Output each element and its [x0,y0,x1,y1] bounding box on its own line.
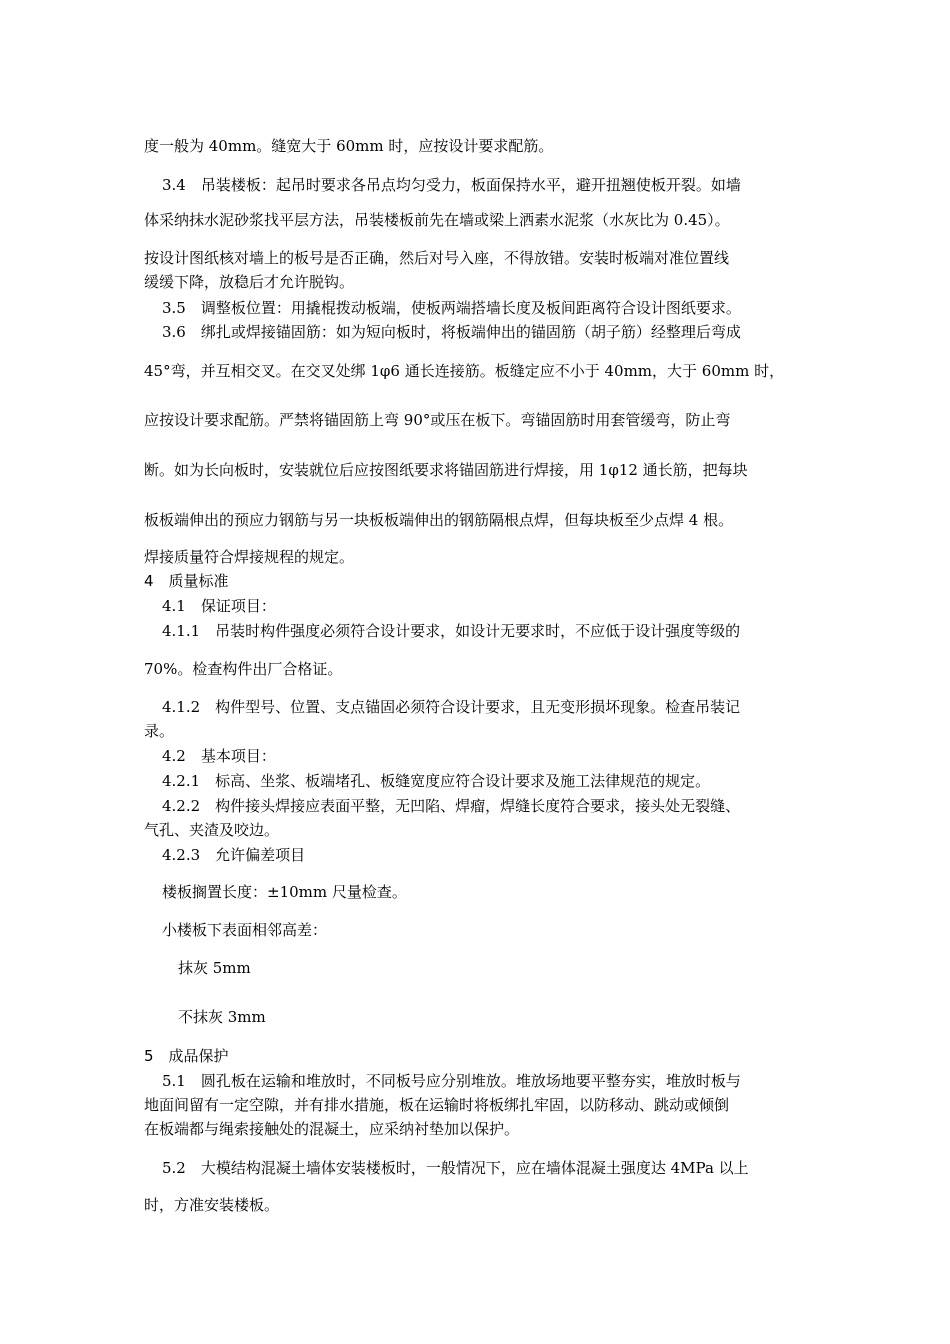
section-3-6-line: 3.6 绑扎或焊接锚固筋：如为短向板时，将板端伸出的锚固筋（胡子筋）经整理后弯成 [162,323,741,341]
text-line: 时，方准安装楼板。 [144,1196,280,1214]
text-line: 缓缓下降，放稳后才允许脱钩。 [144,273,355,291]
text-line: 在板端都与绳索接触处的混凝土，应采纳衬垫加以保护。 [144,1120,520,1138]
section-3-5-line: 3.5 调整板位置：用撬棍拨动板端，使板两端搭墙长度及板间距离符合设计图纸要求。 [162,299,741,317]
section-5-heading: 5 成品保护 [144,1047,229,1065]
section-4-1-2-line: 4.1.2 构件型号、位置、支点锚固必须符合设计要求，且无变形损坏现象。检查吊装记 [162,698,741,716]
section-5-2-line: 5.2 大模结构混凝土墙体安装楼板时，一般情况下，应在墙体混凝土强度达 4MPa 以上 [162,1159,749,1177]
section-4-heading: 4 质量标准 [144,572,229,590]
section-4-2-3-line: 4.2.3 允许偏差项目 [162,846,306,864]
text-line: 断。如为长向板时，安装就位后应按图纸要求将锚固筋进行焊接，用 1φ12 通长筋，把每块 [144,461,748,479]
text-line: 70%。检查构件出厂合格证。 [144,660,343,678]
text-line: 焊接质量符合焊接规程的规定。 [144,548,355,566]
text-line: 45°弯，并互相交叉。在交叉处绑 1φ6 通长连接筋。板缝定应不小于 40mm，大于 60mm 时， [144,362,785,380]
text-line: 应按设计要求配筋。严禁将锚固筋上弯 90°或压在板下。弯锚固筋时用套管缓弯，防止弯 [144,411,731,429]
section-3-4-line: 3.4 吊装楼板：起吊时要求各吊点均匀受力，板面保持水平，避开扭翘使板开裂。如墙 [162,176,741,194]
tolerance-item: 楼板搁置长度：±10mm 尺量检查。 [162,883,407,901]
tolerance-subitem: 不抹灰 3mm [178,1008,266,1026]
text-line: 气孔、夹渣及咬边。 [144,821,280,839]
text-line: 度一般为 40mm。缝宽大于 60mm 时，应按设计要求配筋。 [144,137,554,155]
tolerance-item: 小楼板下表面相邻高差： [162,921,328,939]
section-4-2-2-line: 4.2.2 构件接头焊接应表面平整，无凹陷、焊瘤，焊缝长度符合要求，接头处无裂缝、 [162,797,741,815]
section-4-2-heading: 4.2 基本项目： [162,747,276,765]
text-line: 板板端伸出的预应力钢筋与另一块板板端伸出的钢筋隔根点焊，但每块板至少点焊 4 根。 [144,511,734,529]
section-4-1-heading: 4.1 保证项目： [162,597,276,615]
text-line: 体采纳抹水泥砂浆找平层方法，吊装楼板前先在墙或梁上洒素水泥浆（水灰比为 0.45）。 [144,211,730,229]
section-5-1-line: 5.1 圆孔板在运输和堆放时，不同板号应分别堆放。堆放场地要平整夯实，堆放时板与 [162,1072,741,1090]
tolerance-subitem: 抹灰 5mm [178,959,251,977]
text-line: 按设计图纸核对墙上的板号是否正确，然后对号入座，不得放错。安装时板端对准位置线 [144,249,730,267]
section-4-2-1-line: 4.2.1 标高、坐浆、板端堵孔、板缝宽度应符合设计要求及施工法律规范的规定。 [162,772,711,790]
section-4-1-1-line: 4.1.1 吊装时构件强度必须符合设计要求，如设计无要求时，不应低于设计强度等级的 [162,622,741,640]
text-line: 录。 [144,722,175,740]
text-line: 地面间留有一定空隙，并有排水措施，板在运输时将板绑扎牢固，以防移动、跳动或倾倒 [144,1096,730,1114]
